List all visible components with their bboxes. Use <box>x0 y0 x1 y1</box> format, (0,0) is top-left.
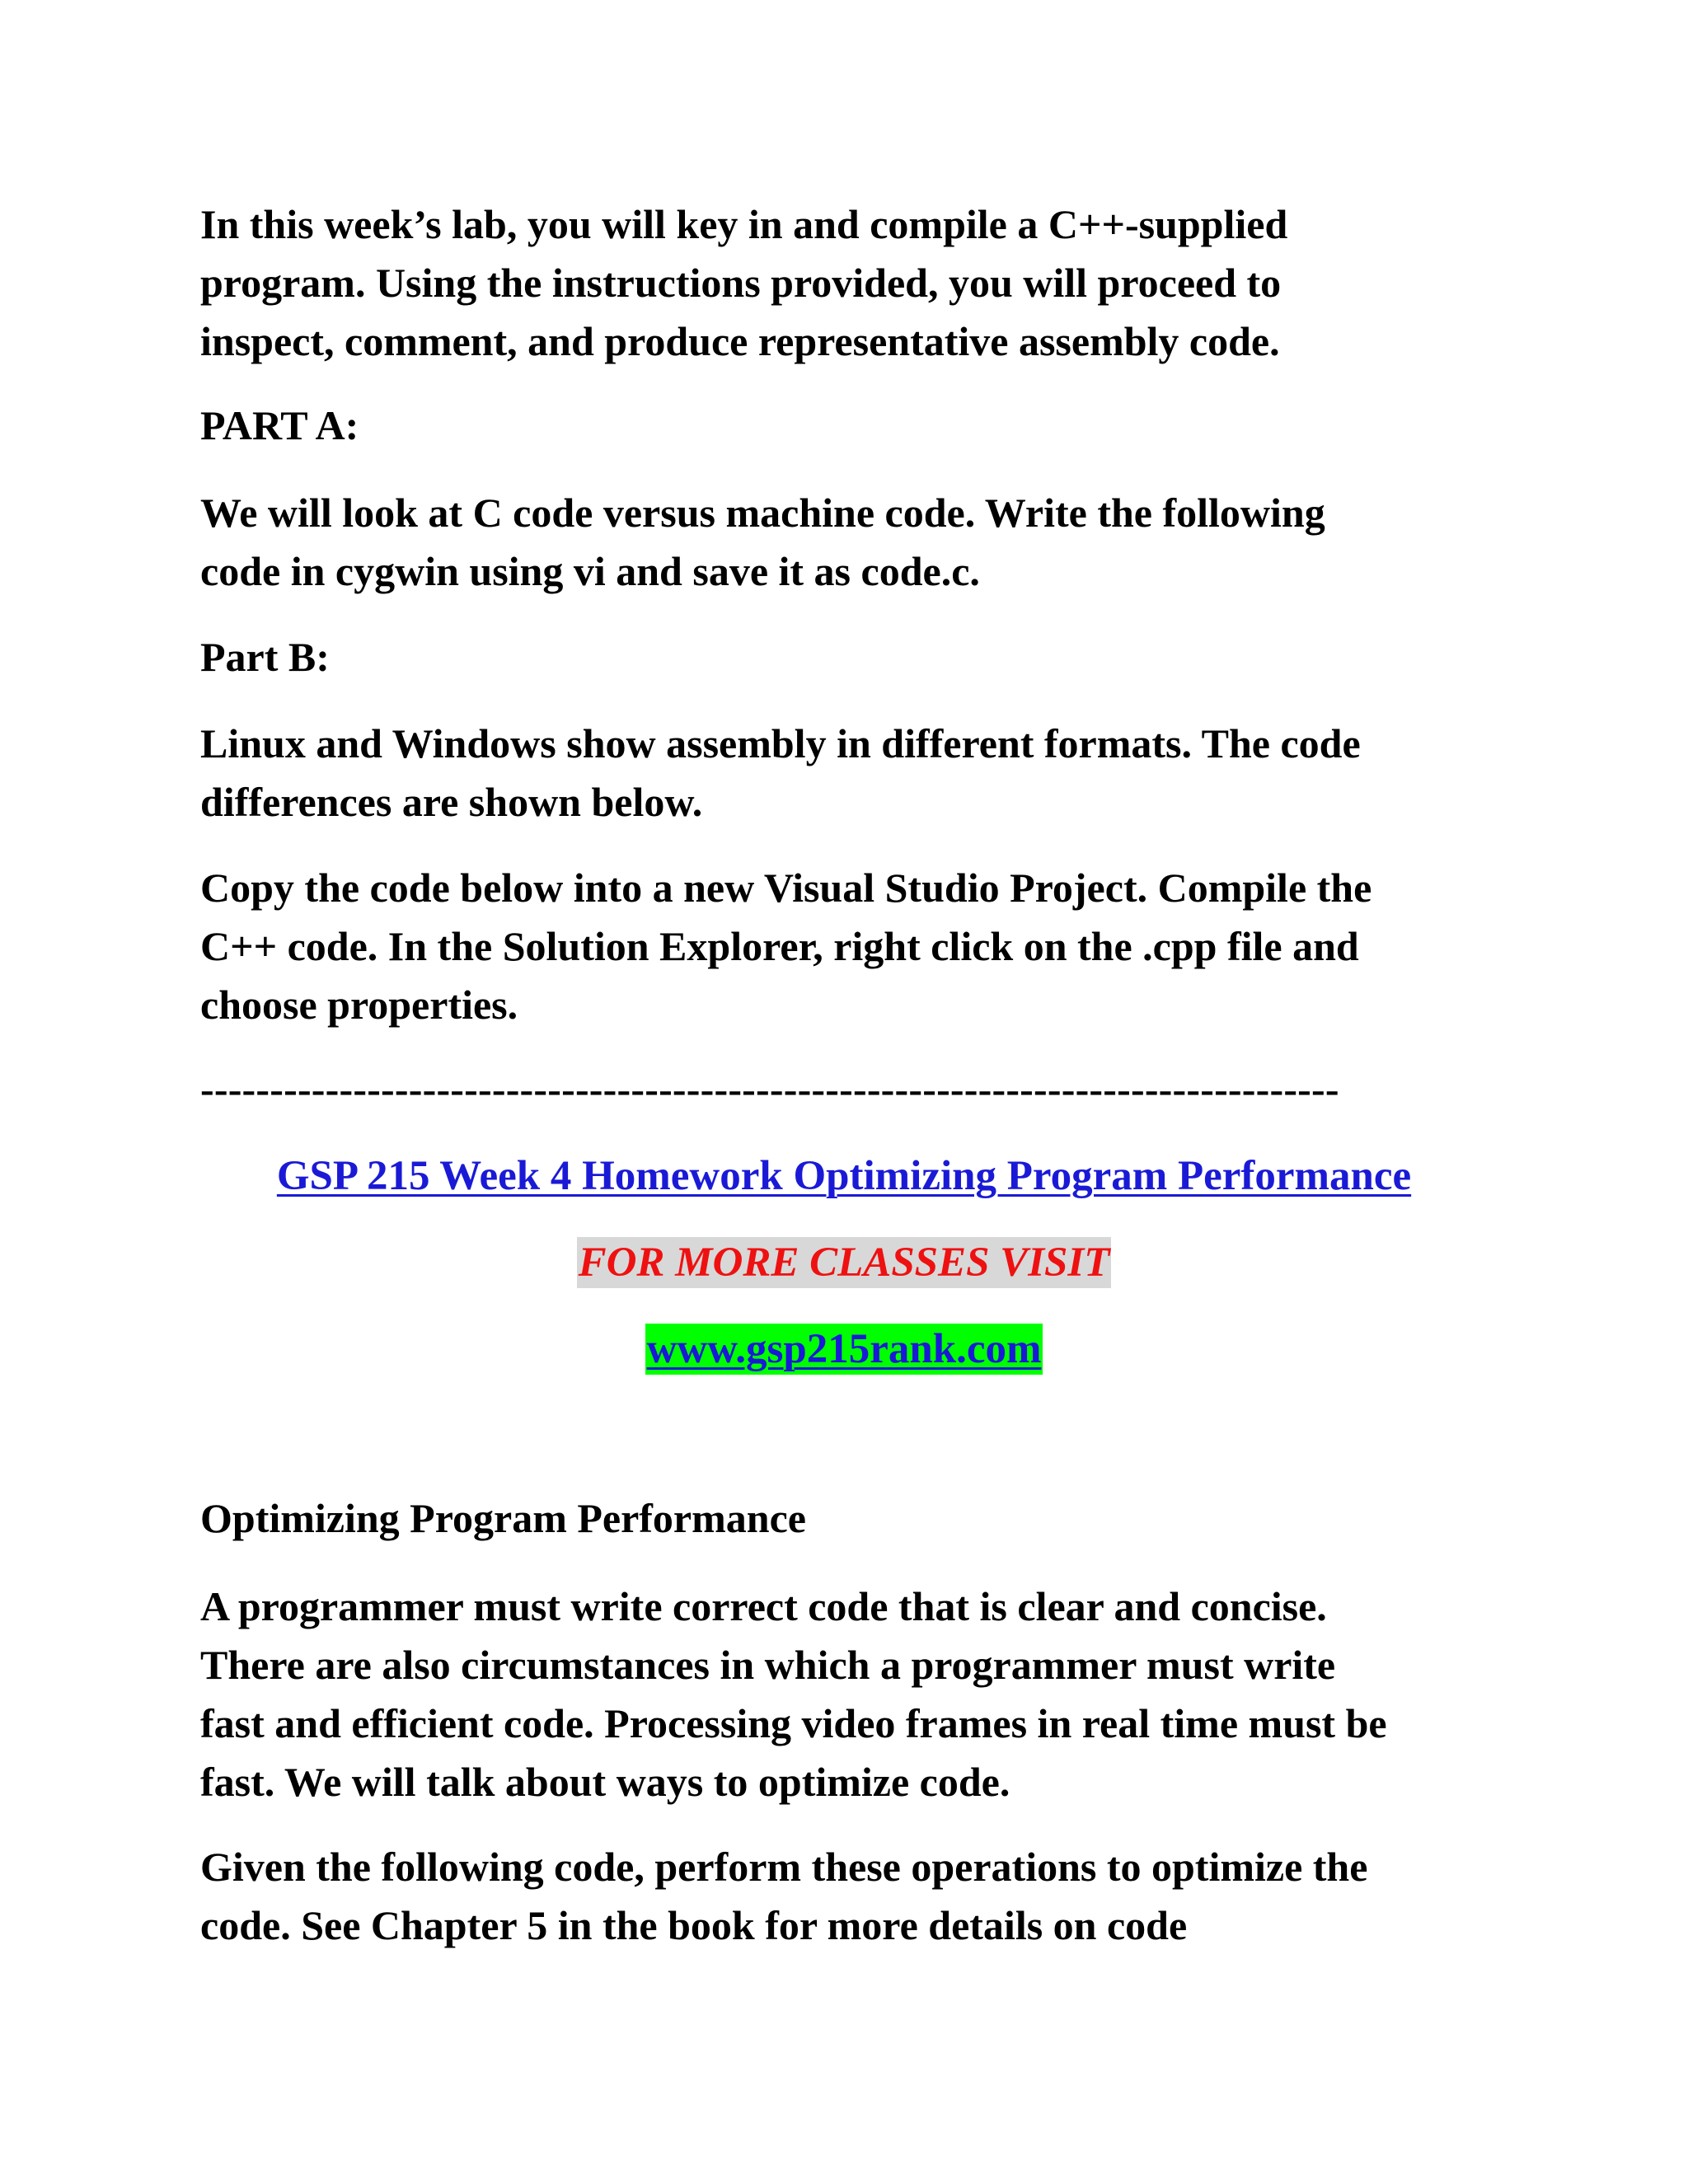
part-b-line: Linux and Windows show assembly in different formats. The code <box>200 720 1361 766</box>
optimizing-line: There are also circumstances in which a programmer must write <box>200 1642 1336 1688</box>
part-b-paragraph-1 <box>200 715 1486 832</box>
visit-text: FOR MORE CLASSES VISIT <box>577 1237 1112 1288</box>
optimizing-line: fast. We will talk about ways to optimize code. <box>200 1759 1010 1805</box>
part-b-line: choose properties. <box>200 982 518 1028</box>
promo-visit-row <box>0 1234 1688 1292</box>
promo-url-row <box>0 1320 1688 1379</box>
part-a-heading: PART A: <box>200 402 359 448</box>
optimizing-paragraph-2 <box>200 1838 1486 1955</box>
intro-line: program. Using the instructions provided, you will proceed to <box>200 260 1282 306</box>
intro-paragraph <box>200 195 1486 371</box>
part-a-line: code in cygwin using vi and save it as code.c. <box>200 548 980 594</box>
promo-url-link[interactable]: www.gsp215rank.com <box>645 1324 1043 1375</box>
part-b-line: C++ code. In the Solution Explorer, right click on the .cpp file and <box>200 923 1359 969</box>
optimizing-heading: Optimizing Program Performance <box>200 1495 806 1541</box>
part-b-heading: Part B: <box>200 634 330 680</box>
optimizing-line: A programmer must write correct code that is clear and concise. <box>200 1583 1327 1629</box>
part-b-line: Copy the code below into a new Visual Studio Project. Compile the <box>200 865 1372 911</box>
intro-line: inspect, comment, and produce representative assembly code. <box>200 318 1280 364</box>
part-b-paragraph-2 <box>200 859 1486 1034</box>
separator-line: ---------------------------------------------------------------------------------- <box>200 1066 1339 1112</box>
optimizing-line: fast and efficient code. Processing video frames in real time must be <box>200 1700 1387 1746</box>
optimizing-line: code. See Chapter 5 in the book for more details on code <box>200 1902 1188 1948</box>
optimizing-paragraph-1 <box>200 1577 1486 1811</box>
promo-title-link[interactable]: GSP 215 Week 4 Homework Optimizing Program Performance <box>276 1153 1412 1199</box>
part-a-paragraph <box>200 484 1486 601</box>
optimizing-line: Given the following code, perform these operations to optimize the <box>200 1844 1368 1890</box>
intro-line: In this week’s lab, you will key in and compile a C++-supplied <box>200 201 1288 247</box>
part-a-line: We will look at C code versus machine code. Write the following <box>200 490 1325 536</box>
promo-title-row <box>0 1147 1688 1206</box>
part-b-line: differences are shown below. <box>200 779 703 825</box>
